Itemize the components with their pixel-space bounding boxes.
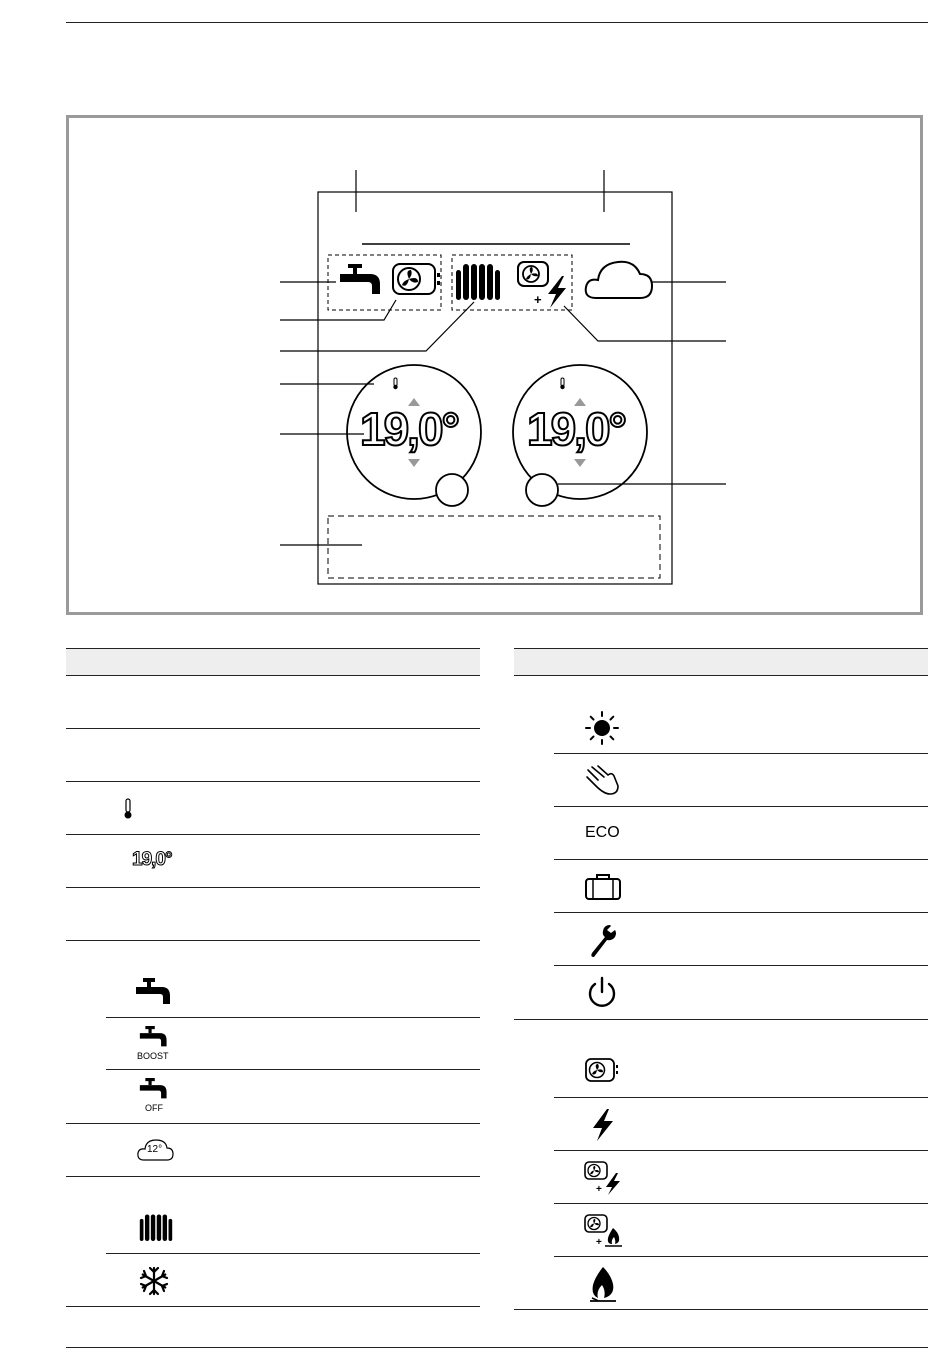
table-row xyxy=(514,1098,928,1151)
legend-table-right xyxy=(514,648,928,1310)
heat-pump-icon xyxy=(393,264,440,294)
svg-text:+: + xyxy=(596,1237,602,1248)
table-row xyxy=(66,1070,480,1124)
table-row xyxy=(514,807,928,860)
right-zone-button xyxy=(526,474,558,506)
tap-icon xyxy=(136,978,172,1006)
snowflake-icon xyxy=(138,1265,170,1297)
outdoor-temp-label: 12° xyxy=(147,1144,163,1155)
table-row xyxy=(514,676,928,754)
message-area xyxy=(328,516,660,578)
table-row xyxy=(514,860,928,913)
right-zone-temperature[interactable]: 19,0° xyxy=(527,403,625,455)
hand-icon xyxy=(584,764,622,796)
table-row xyxy=(514,754,928,807)
svg-text:+: + xyxy=(596,1184,602,1195)
heat-pump-icon xyxy=(585,1058,621,1082)
eco-label: ECO xyxy=(585,824,620,841)
display-diagram xyxy=(0,0,950,620)
thermometer-icon xyxy=(560,378,564,389)
display-outline xyxy=(318,192,672,584)
table-row xyxy=(514,1257,928,1310)
svg-text:+: + xyxy=(534,292,542,307)
sun-icon xyxy=(584,710,620,746)
cloud-icon xyxy=(586,262,652,298)
table-row xyxy=(514,966,928,1020)
radiator-icon xyxy=(138,1213,174,1241)
lightning-icon xyxy=(591,1108,615,1142)
table-row xyxy=(66,782,480,835)
table-row xyxy=(66,888,480,941)
wrench-icon xyxy=(586,923,618,959)
table-row xyxy=(66,1254,480,1307)
power-icon xyxy=(585,976,619,1010)
tap-icon xyxy=(340,264,380,294)
tap-off-icon xyxy=(138,1078,170,1100)
table-row xyxy=(66,941,480,1018)
flame-icon xyxy=(588,1265,618,1303)
radiator-icon xyxy=(456,264,500,300)
legend-table-left xyxy=(66,648,480,1307)
arrow-down-icon xyxy=(574,459,586,467)
tap-boost-icon xyxy=(138,1026,170,1048)
table-row xyxy=(66,1177,480,1254)
table-row xyxy=(514,1204,928,1257)
table-header xyxy=(514,648,928,676)
heat-pump-boiler-icon xyxy=(584,1214,624,1248)
bottom-rule xyxy=(66,1347,928,1348)
suitcase-icon xyxy=(585,874,621,900)
table-row xyxy=(66,1018,480,1070)
thermometer-icon xyxy=(123,798,133,820)
heat-pump-electric-icon xyxy=(584,1161,624,1195)
table-row xyxy=(66,835,480,888)
table-row xyxy=(66,676,480,729)
boost-label: BOOST xyxy=(137,1051,169,1061)
left-zone-temperature[interactable]: 19,0° xyxy=(360,403,458,455)
table-row xyxy=(514,913,928,966)
table-header xyxy=(66,648,480,676)
table-row xyxy=(66,729,480,782)
heat-pump-electric-icon xyxy=(518,262,566,308)
table-row xyxy=(66,1124,480,1177)
table-row xyxy=(514,1151,928,1204)
left-zone-button xyxy=(436,474,468,506)
temperature-sample: 19,0° xyxy=(132,849,172,870)
thermometer-icon xyxy=(393,378,397,389)
table-row xyxy=(514,1020,928,1098)
off-label: OFF xyxy=(145,1103,163,1113)
arrow-down-icon xyxy=(408,459,420,467)
